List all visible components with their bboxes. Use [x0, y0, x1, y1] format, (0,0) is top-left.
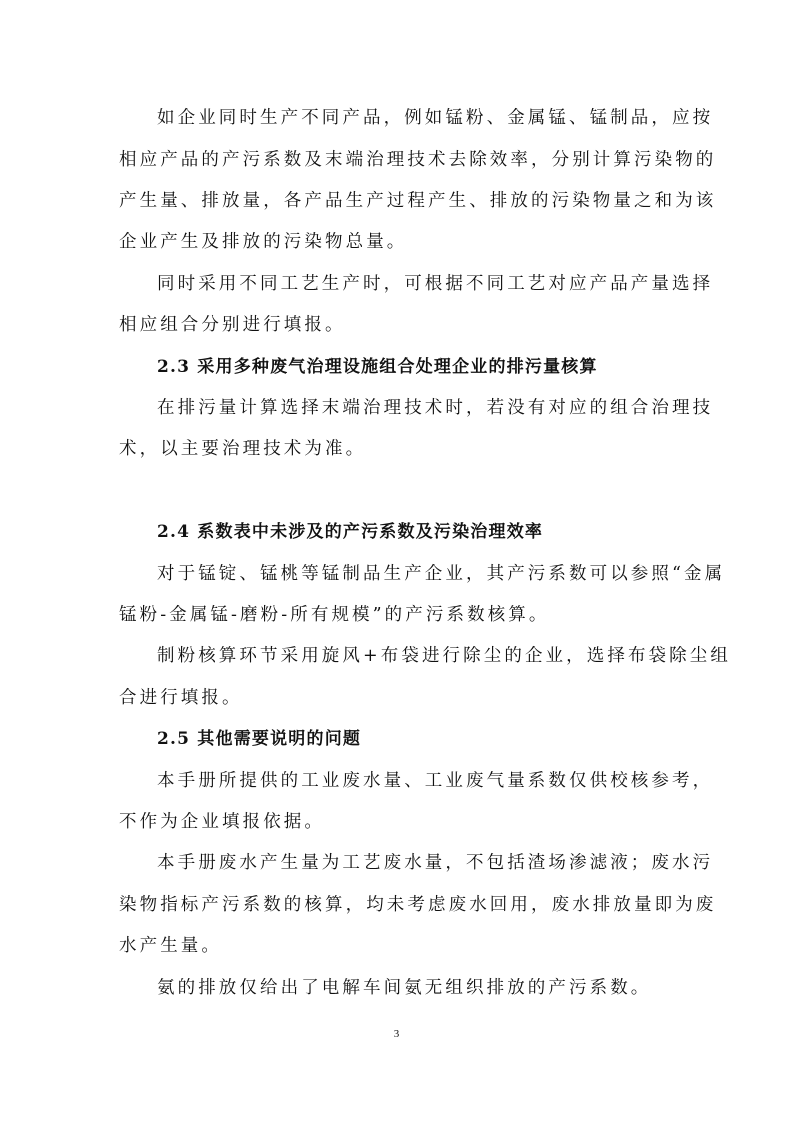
paragraph-7-line-1: 本手册废水产生量为工艺废水量，不包括渣场渗滤液；废水污	[157, 853, 714, 873]
paragraph-5-line-2: 合进行填报。	[119, 688, 243, 708]
section-heading-2-5: 2.5 其他需要说明的问题	[157, 729, 362, 749]
paragraph-7-line-2: 染物指标产污系数的核算，均未考虑废水回用，废水排放量即为废	[119, 895, 717, 915]
paragraph-4-line-2: 锰粉-金属锰-磨粉-所有规模”的产污系数核算。	[119, 605, 550, 625]
paragraph-4-line-1: 对于锰锭、锰桃等锰制品生产企业，其产污系数可以参照“金属	[157, 564, 726, 584]
paragraph-2-line-1: 同时采用不同工艺生产时，可根据不同工艺对应产品产量选择	[157, 274, 714, 294]
section-heading-2-3: 2.3 采用多种废气治理设施组合处理企业的排污量核算	[157, 357, 598, 377]
paragraph-6-line-2: 不作为企业填报依据。	[119, 812, 325, 832]
paragraph-6-line-1: 本手册所提供的工业废水量、工业废气量系数仅供校核参考，	[157, 771, 714, 791]
paragraph-1-line-1: 如企业同时生产不同产品，例如锰粉、金属锰、锰制品，应按	[157, 108, 714, 128]
paragraph-3-line-2: 术，以主要治理技术为准。	[119, 439, 367, 459]
paragraph-1-line-3: 产生量、排放量，各产品生产过程产生、排放的污染物量之和为该	[119, 191, 717, 211]
section-heading-2-4: 2.4 系数表中未涉及的产污系数及污染治理效率	[157, 522, 544, 542]
paragraph-3-line-1: 在排污量计算选择末端治理技术时，若没有对应的组合治理技	[157, 398, 714, 418]
paragraph-1-line-4: 企业产生及排放的污染物总量。	[119, 232, 408, 252]
paragraph-1-line-2: 相应产品的产污系数及末端治理技术去除效率，分别计算污染物的	[119, 150, 717, 170]
paragraph-5-line-1: 制粉核算环节采用旋风+布袋进行除尘的企业，选择布袋除尘组	[157, 646, 731, 666]
paragraph-8-line-1: 氨的排放仅给出了电解车间氨无组织排放的产污系数。	[157, 978, 652, 998]
paragraph-7-line-3: 水产生量。	[119, 936, 222, 956]
page-number: 3	[393, 1028, 400, 1040]
paragraph-2-line-2: 相应组合分别进行填报。	[119, 315, 346, 335]
